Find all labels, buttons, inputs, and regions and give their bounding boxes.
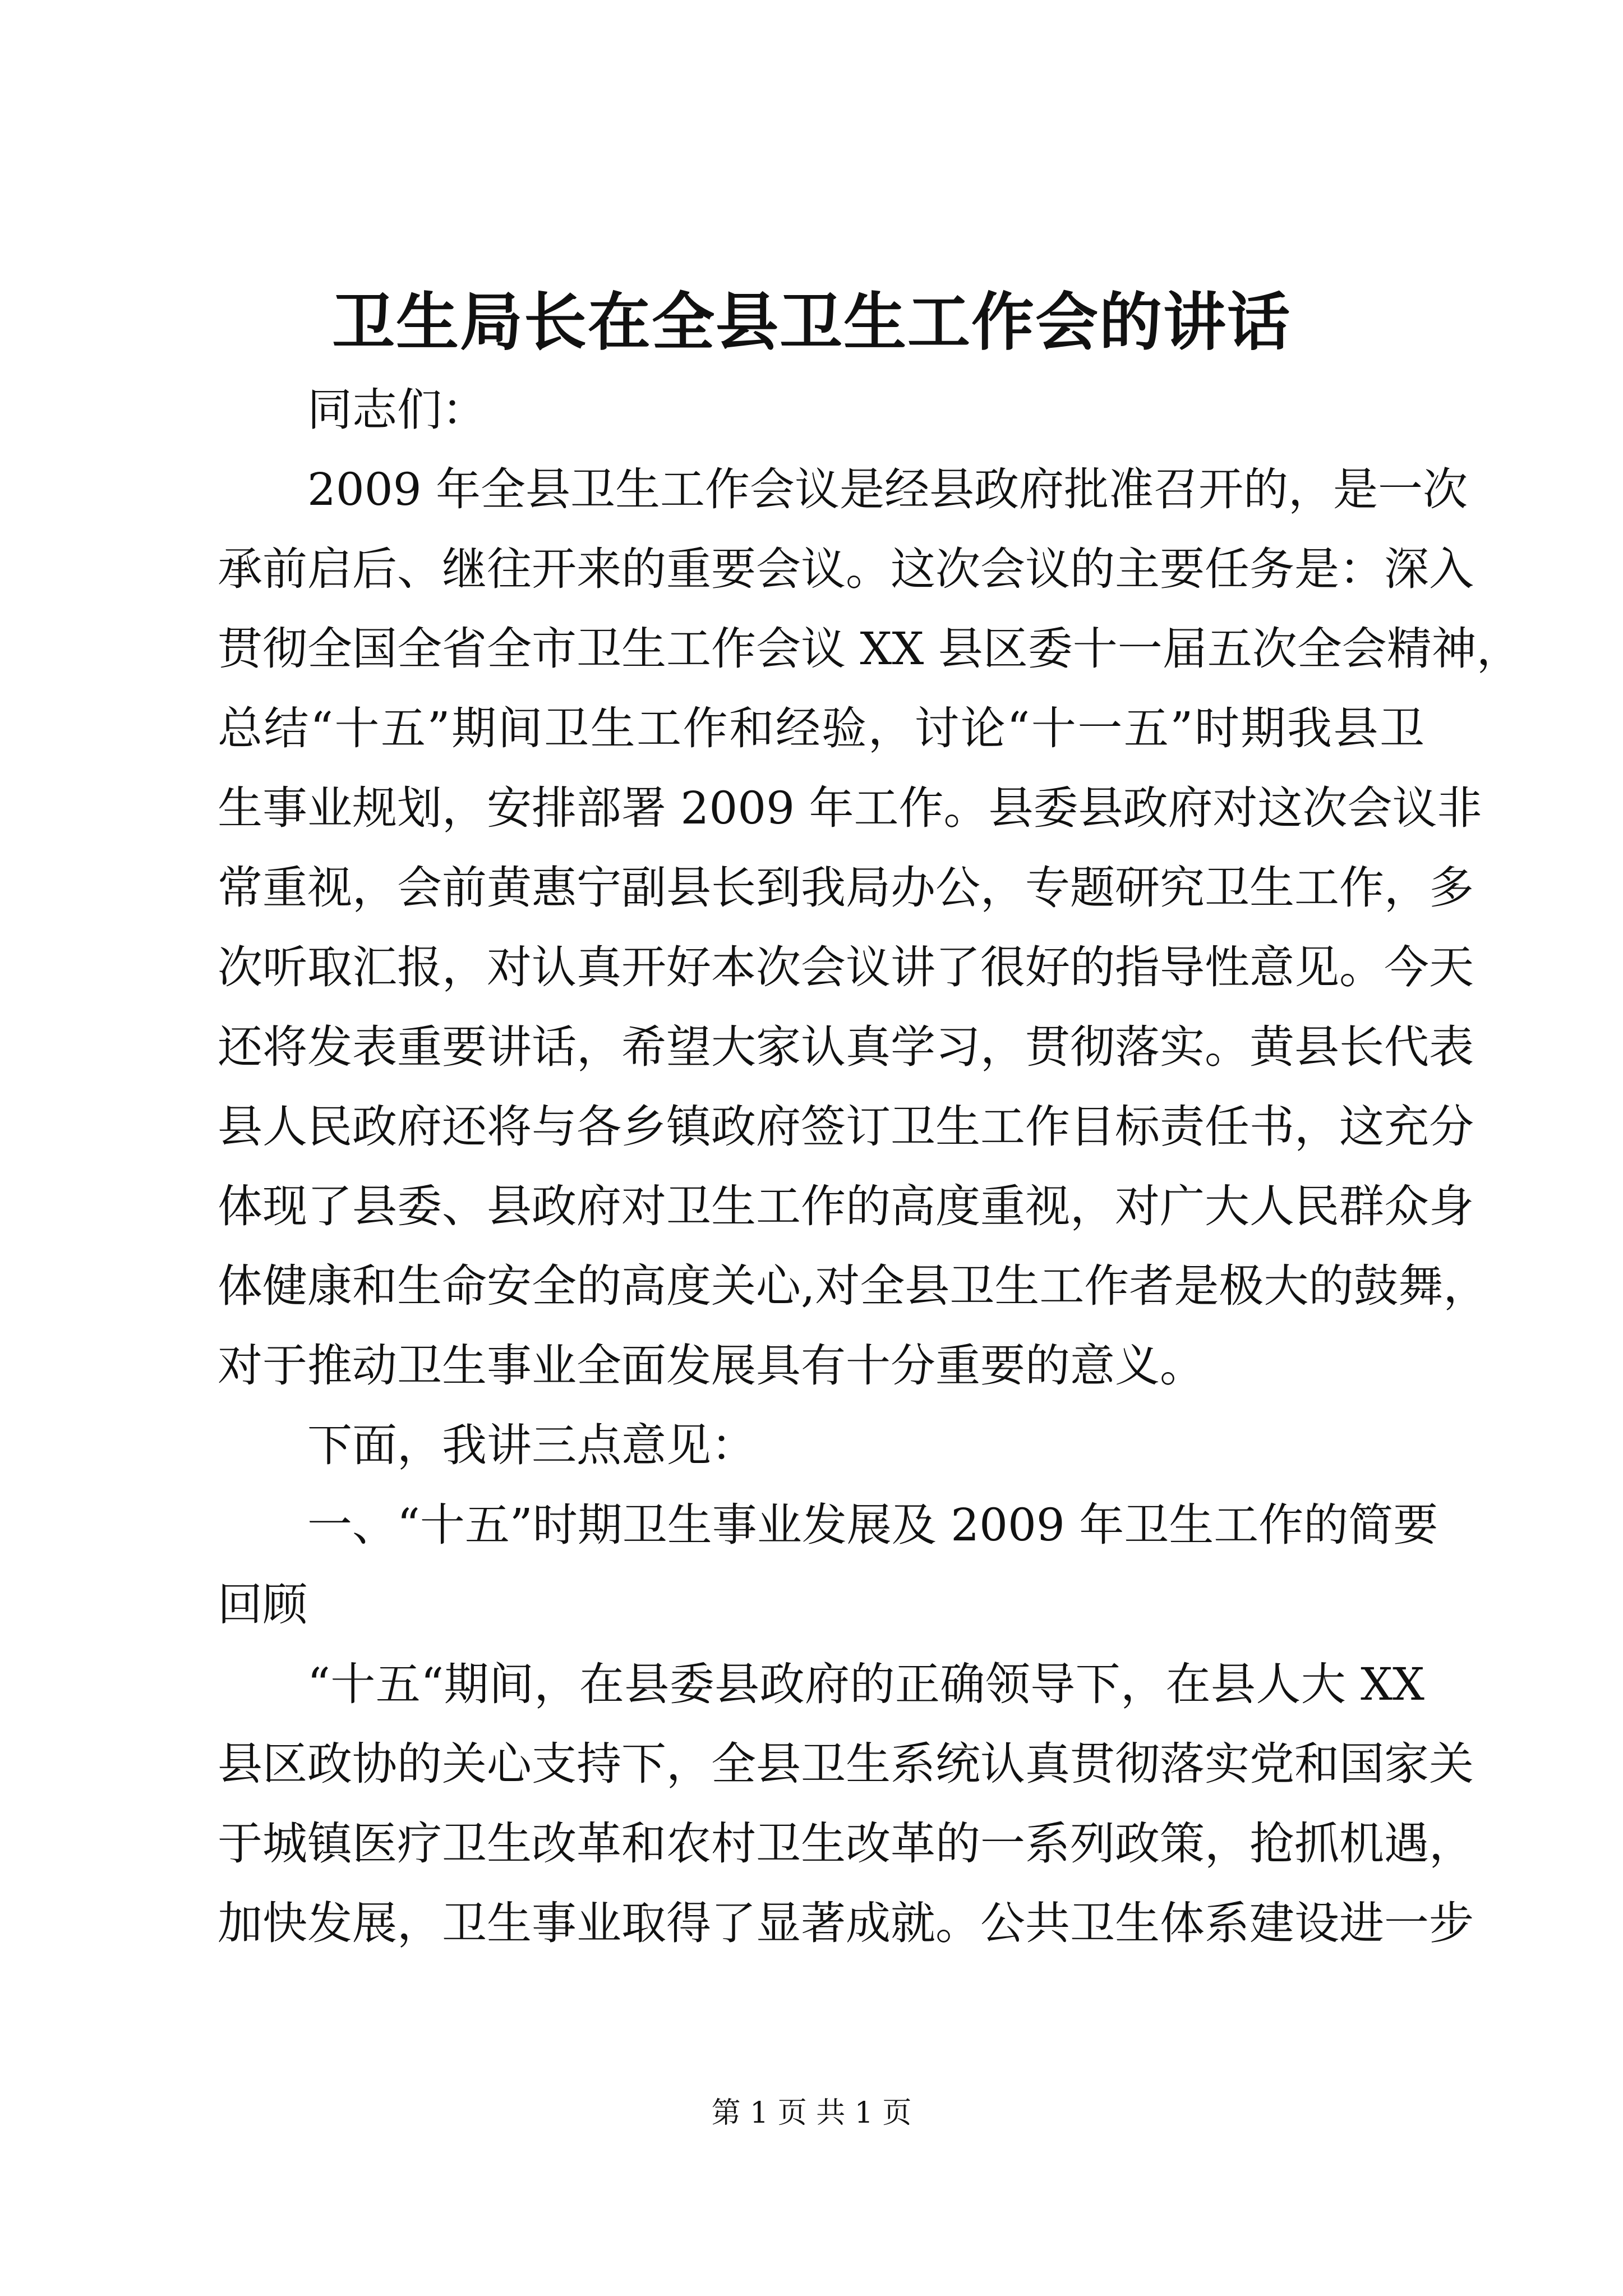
paragraph-line: 体现了县委、县政府对卫生工作的高度重视，对广大人民群众身	[218, 1180, 1474, 1232]
section-heading-line: 回顾	[218, 1579, 307, 1631]
paragraph-line: 2009 年全县卫生工作会议是经县政府批准召开的，是一次	[307, 463, 1468, 516]
document-title: 卫生局长在全县卫生工作会的讲话	[332, 286, 1291, 359]
paragraph-line: 于城镇医疗卫生改革和农村卫生改革的一系列政策，抢抓机遇，	[218, 1818, 1474, 1870]
paragraph-line: 加快发展，卫生事业取得了显著成就。公共卫生体系建设进一步	[218, 1897, 1474, 1949]
paragraph-line: 还将发表重要讲话，希望大家认真学习，贯彻落实。黄县长代表	[218, 1021, 1474, 1073]
paragraph-line: 常重视，会前黄惠宁副县长到我局办公，专题研究卫生工作，多	[218, 862, 1474, 914]
salutation-line: 同志们：	[307, 384, 487, 436]
paragraph-line: 下面，我讲三点意见：	[307, 1419, 756, 1471]
document-body	[218, 370, 1521, 1963]
paragraph-line: 总结“十五”期间卫生工作和经验，讨论“十一五”时期我县卫	[218, 702, 1424, 754]
paragraph-line: “十五“期间，在县委县政府的正确领导下，在县人大 XX	[307, 1658, 1424, 1710]
paragraph-line: 体健康和生命安全的高度关心,对全县卫生工作者是极大的鼓舞，	[218, 1260, 1488, 1312]
paragraph-line: 生事业规划，安排部署 2009 年工作。县委县政府对这次会议非	[218, 782, 1482, 834]
section-heading-line: 一、“十五”时期卫生事业发展及 2009 年卫生工作的简要	[307, 1499, 1438, 1551]
paragraph-line: 贯彻全国全省全市卫生工作会议 XX 县区委十一届五次全会精神，	[218, 623, 1521, 675]
paragraph-line: 次听取汇报，对认真开好本次会议讲了很好的指导性意见。今天	[218, 941, 1474, 993]
paragraph-line: 对于推动卫生事业全面发展具有十分重要的意义。	[218, 1340, 1205, 1392]
page-footer: 第 1 页 共 1 页	[711, 2096, 912, 2130]
paragraph-line: 县区政协的关心支持下，全县卫生系统认真贯彻落实党和国家关	[218, 1738, 1474, 1790]
paragraph-line: 县人民政府还将与各乡镇政府签订卫生工作目标责任书，这充分	[218, 1101, 1474, 1153]
paragraph-line: 承前启后、继往开来的重要会议。这次会议的主要任务是：深入	[218, 543, 1474, 595]
